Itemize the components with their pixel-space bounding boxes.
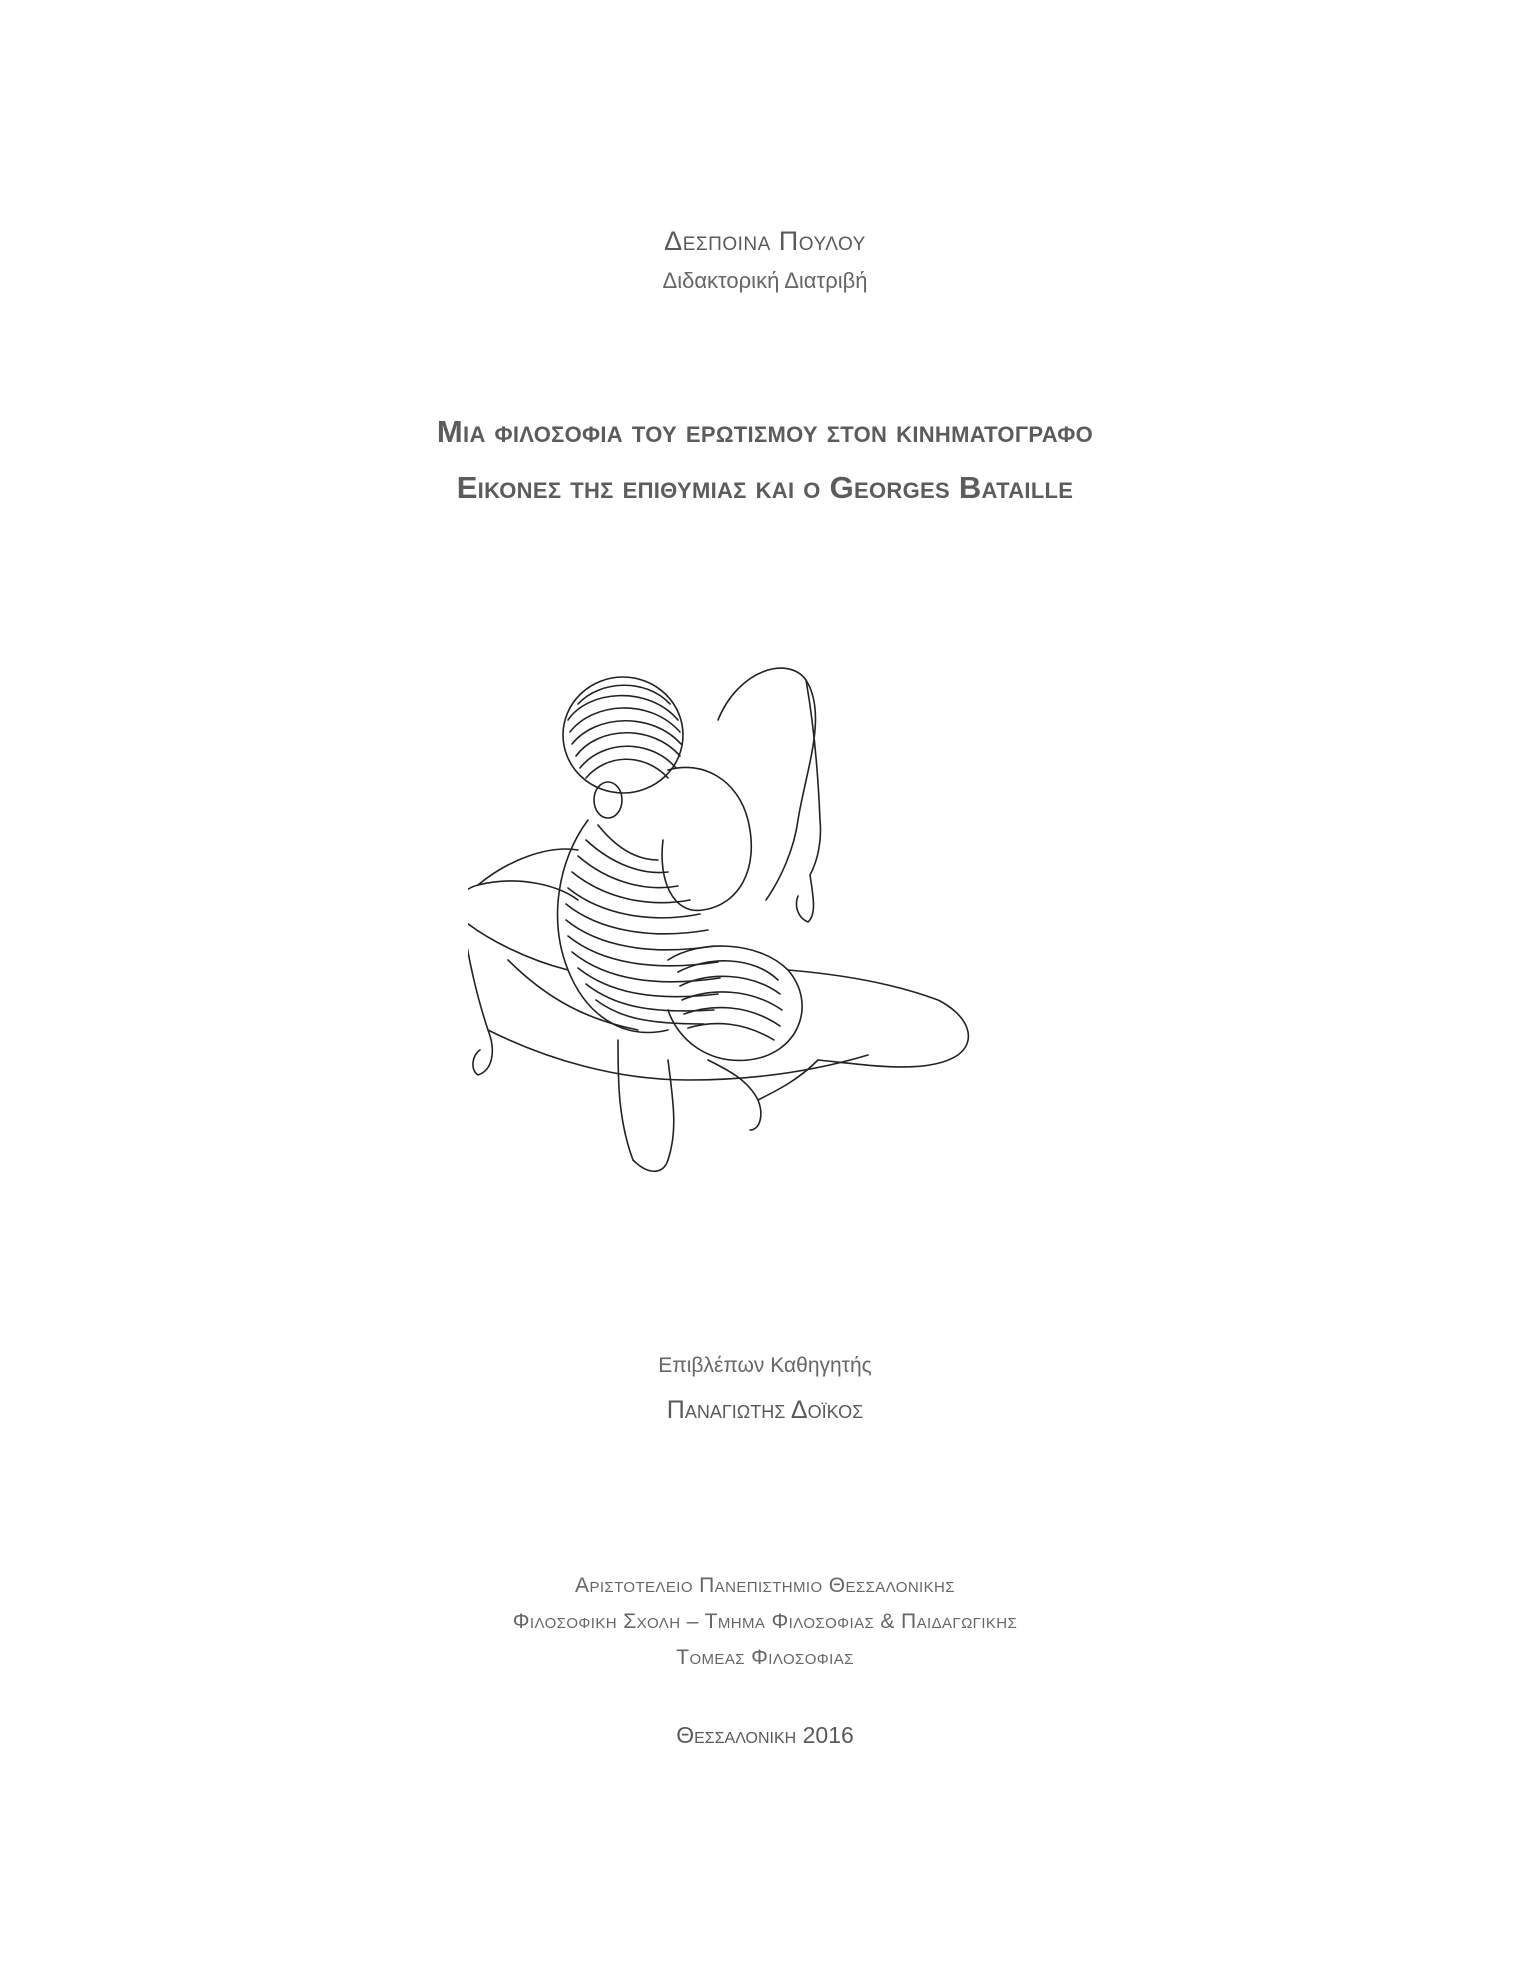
figure-line-drawing-icon	[468, 660, 1058, 1235]
title-line-2: Εικονες της επιθυμιας και ο Georges Bataille	[456, 470, 1074, 505]
supervisor-name: Παναγιωτης Δοϊκος	[666, 1396, 864, 1424]
title-line-1: Μια φιλοσοφια του ερωτισμου στον κινηματογραφο	[436, 414, 1094, 449]
supervisor-label: Επιβλέπων Καθηγητής	[658, 1354, 872, 1377]
division-name: Τομεας Φιλοσοφιας	[676, 1646, 854, 1669]
document-type: Διδακτορική Διατριβή	[662, 268, 868, 293]
school-name: Φιλοσοφικη Σχολη – Τμημα Φιλοσοφιας & Παιδαγωγικης	[512, 1610, 1018, 1633]
cover-illustration	[468, 660, 1058, 1235]
author-name: Δεσποινα Πουλου	[664, 226, 866, 256]
university-name: Αριστοτελειο Πανεπιστημιο Θεσσαλονικης	[575, 1574, 955, 1597]
place-and-year: Θεσσαλονικη 2016	[676, 1722, 854, 1748]
